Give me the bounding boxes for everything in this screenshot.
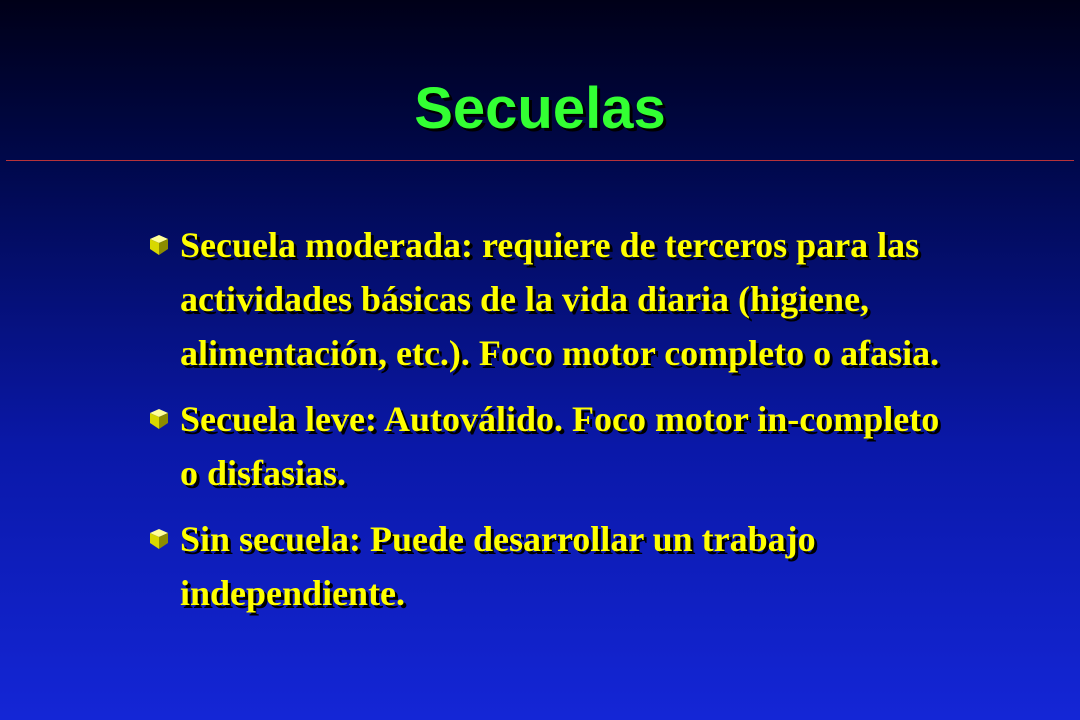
title-divider — [6, 160, 1074, 161]
diamond-bullet-icon — [148, 529, 170, 551]
bullet-item-mild — [148, 392, 948, 500]
slide-title: Secuelas — [414, 76, 666, 141]
bullet-text: Secuela moderada: requiere de terceros para las actividades básicas de la vida diaria (higiene, alimentación, etc.). Foco motor completo o afasia. — [180, 225, 940, 373]
bullet-text: Secuela leve: Autoválido. Foco motor in-completo o disfasias. — [180, 399, 940, 493]
bullet-item-none — [148, 512, 948, 620]
diamond-bullet-icon — [148, 235, 170, 257]
bullet-text: Sin secuela: Puede desarrollar un trabajo independiente. — [180, 519, 816, 613]
bullet-item-moderate — [148, 218, 948, 380]
bullet-list — [148, 218, 948, 632]
diamond-bullet-icon — [148, 409, 170, 431]
